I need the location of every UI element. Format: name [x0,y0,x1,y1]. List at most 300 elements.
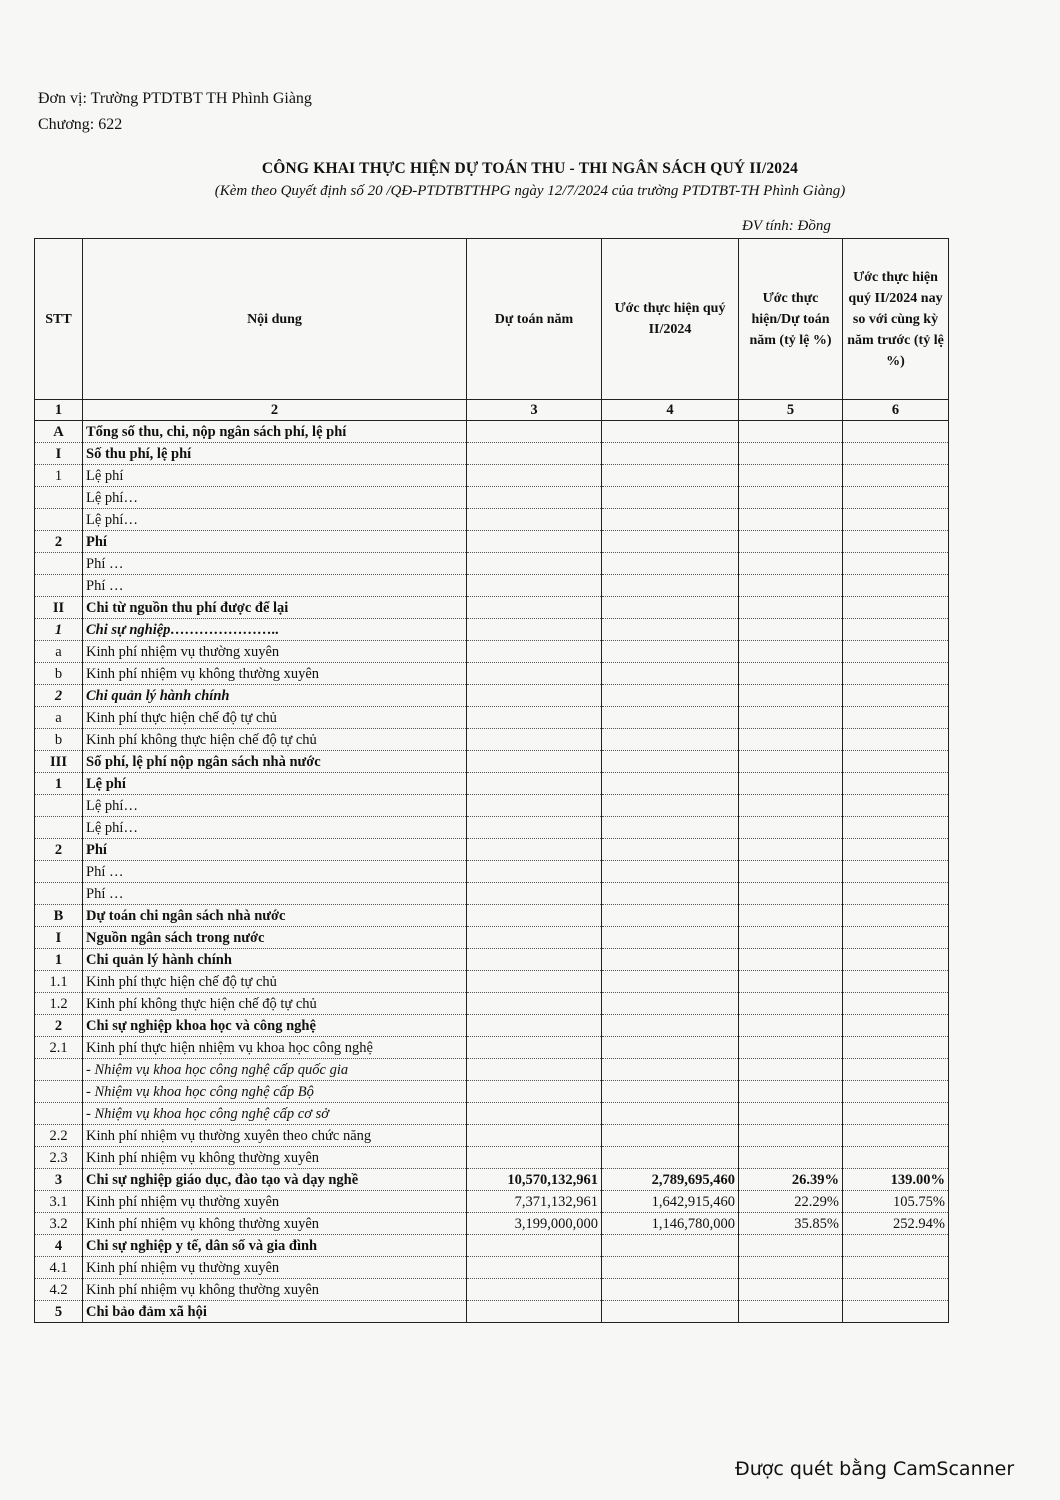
row-pct-annual [739,1147,843,1169]
table-row [35,927,949,949]
table-header-row [35,239,949,400]
row-content: Phí … [83,861,467,883]
row-pct-prev-year [843,971,949,993]
row-annual-estimate [467,1015,602,1037]
row-q2-estimate [602,927,739,949]
row-pct-annual [739,839,843,861]
row-q2-estimate [602,1081,739,1103]
row-pct-prev-year: 252.94% [843,1213,949,1235]
table-row [35,905,949,927]
row-annual-estimate [467,861,602,883]
row-content: Chi bảo đảm xã hội [83,1301,467,1323]
row-content: Dự toán chi ngân sách nhà nước [83,905,467,927]
row-pct-annual [739,685,843,707]
row-stt [35,487,83,509]
table-row [35,531,949,553]
row-pct-prev-year [843,575,949,597]
row-stt: 1 [35,949,83,971]
row-content: Chi sự nghiệp khoa học và công nghệ [83,1015,467,1037]
row-pct-prev-year [843,795,949,817]
row-annual-estimate [467,993,602,1015]
row-q2-estimate: 1,146,780,000 [602,1213,739,1235]
row-pct-prev-year [843,1103,949,1125]
row-content: Chi sự nghiệp giáo dục, đào tạo và dạy nghề [83,1169,467,1191]
row-annual-estimate [467,421,602,443]
row-pct-prev-year: 139.00% [843,1169,949,1191]
row-q2-estimate [602,531,739,553]
row-q2-estimate [602,509,739,531]
row-stt: I [35,443,83,465]
row-stt: 5 [35,1301,83,1323]
table-row [35,861,949,883]
row-annual-estimate [467,1059,602,1081]
row-pct-prev-year [843,905,949,927]
row-q2-estimate [602,619,739,641]
row-annual-estimate [467,1257,602,1279]
row-annual-estimate [467,949,602,971]
row-q2-estimate [602,861,739,883]
row-pct-prev-year [843,883,949,905]
row-q2-estimate [602,575,739,597]
row-content: - Nhiệm vụ khoa học công nghệ cấp quốc gia [83,1059,467,1081]
row-content: Lệ phí… [83,487,467,509]
row-pct-annual [739,509,843,531]
row-stt [35,553,83,575]
row-stt: 1 [35,619,83,641]
row-pct-prev-year [843,1257,949,1279]
table-row [35,1213,949,1235]
row-q2-estimate [602,421,739,443]
table-row [35,1147,949,1169]
row-content: Kinh phí nhiệm vụ không thường xuyên [83,663,467,685]
table-row [35,1235,949,1257]
row-annual-estimate [467,1147,602,1169]
table-row [35,729,949,751]
table-row [35,465,949,487]
row-stt [35,795,83,817]
row-content: Phí … [83,883,467,905]
row-pct-annual [739,1015,843,1037]
row-q2-estimate [602,905,739,927]
table-row [35,817,949,839]
row-pct-prev-year [843,1015,949,1037]
table-row [35,553,949,575]
row-annual-estimate [467,1037,602,1059]
row-content: Nguồn ngân sách trong nước [83,927,467,949]
row-annual-estimate [467,531,602,553]
row-pct-prev-year [843,1235,949,1257]
row-q2-estimate [602,663,739,685]
row-pct-annual [739,949,843,971]
row-q2-estimate [602,1235,739,1257]
row-pct-annual [739,1103,843,1125]
table-row [35,993,949,1015]
row-stt: 2.2 [35,1125,83,1147]
table-row [35,1279,949,1301]
row-stt: 2.3 [35,1147,83,1169]
row-stt [35,883,83,905]
row-annual-estimate: 7,371,132,961 [467,1191,602,1213]
row-content: Lệ phí… [83,795,467,817]
row-annual-estimate [467,465,602,487]
table-row [35,883,949,905]
row-stt: a [35,707,83,729]
row-q2-estimate [602,685,739,707]
row-stt: b [35,663,83,685]
row-pct-prev-year [843,817,949,839]
row-stt [35,1081,83,1103]
row-pct-annual [739,531,843,553]
row-pct-prev-year [843,729,949,751]
row-content: - Nhiệm vụ khoa học công nghệ cấp Bộ [83,1081,467,1103]
table-row [35,509,949,531]
row-content: Kinh phí nhiệm vụ không thường xuyên [83,1213,467,1235]
table-row [35,619,949,641]
row-pct-prev-year [843,421,949,443]
row-pct-prev-year [843,663,949,685]
row-q2-estimate [602,1103,739,1125]
row-annual-estimate [467,1301,602,1323]
row-stt: 2 [35,531,83,553]
column-number: 3 [467,400,602,421]
unit-name: Đơn vị: Trường PTDTBT TH Phình Giàng [38,90,312,107]
row-pct-annual [739,663,843,685]
table-row [35,1103,949,1125]
row-q2-estimate [602,1059,739,1081]
column-number: 1 [35,400,83,421]
row-pct-annual [739,1279,843,1301]
row-pct-prev-year [843,465,949,487]
row-annual-estimate [467,663,602,685]
row-annual-estimate [467,487,602,509]
row-pct-prev-year [843,509,949,531]
row-content: Kinh phí không thực hiện chế độ tự chủ [83,993,467,1015]
row-stt: I [35,927,83,949]
row-pct-annual: 26.39% [739,1169,843,1191]
row-pct-prev-year [843,751,949,773]
row-content: Chi quản lý hành chính [83,685,467,707]
row-stt: 3 [35,1169,83,1191]
document-subtitle: (Kèm theo Quyết định số 20 /QĐ-PTDTBTTHPG ngày 12/7/2024 của trường PTDTBT-TH Phình Giàng) [214,183,846,199]
row-pct-prev-year [843,993,949,1015]
row-stt [35,861,83,883]
row-pct-prev-year: 105.75% [843,1191,949,1213]
row-annual-estimate [467,817,602,839]
row-content: Lệ phí… [83,817,467,839]
row-stt: 1.2 [35,993,83,1015]
row-pct-prev-year [843,619,949,641]
table-row [35,1059,949,1081]
column-number: 2 [83,400,467,421]
scanner-watermark: Được quét bằng CamScanner [735,1458,1015,1480]
row-annual-estimate [467,751,602,773]
row-annual-estimate: 10,570,132,961 [467,1169,602,1191]
row-q2-estimate [602,1125,739,1147]
row-content: Kinh phí nhiệm vụ thường xuyên [83,1191,467,1213]
row-pct-annual [739,619,843,641]
row-annual-estimate [467,883,602,905]
row-pct-annual [739,773,843,795]
document-title: CÔNG KHAI THỰC HIỆN DỰ TOÁN THU - THI NGÂN SÁCH QUÝ II/2024 [261,160,799,177]
row-stt [35,509,83,531]
row-pct-annual [739,861,843,883]
row-q2-estimate [602,1015,739,1037]
row-pct-annual [739,1235,843,1257]
row-pct-prev-year [843,707,949,729]
row-pct-annual [739,487,843,509]
row-annual-estimate [467,707,602,729]
row-content: - Nhiệm vụ khoa học công nghệ cấp cơ sở [83,1103,467,1125]
table-row [35,641,949,663]
table-row [35,949,949,971]
table-row [35,839,949,861]
row-pct-annual [739,641,843,663]
row-annual-estimate [467,575,602,597]
column-header-pct-annual: Ước thực hiện/Dự toán năm (tỷ lệ %) [739,239,843,400]
row-stt: 4.1 [35,1257,83,1279]
row-pct-prev-year [843,1037,949,1059]
row-annual-estimate [467,1081,602,1103]
row-content: Lệ phí [83,773,467,795]
row-stt: b [35,729,83,751]
column-number-row [35,400,949,421]
row-pct-annual [739,1125,843,1147]
row-q2-estimate [602,465,739,487]
row-q2-estimate [602,949,739,971]
row-annual-estimate [467,1279,602,1301]
row-pct-prev-year [843,685,949,707]
row-stt: 1 [35,465,83,487]
row-q2-estimate [602,729,739,751]
row-pct-prev-year [843,927,949,949]
row-pct-prev-year [843,641,949,663]
column-header-content: Nội dung [83,239,467,400]
column-number: 5 [739,400,843,421]
row-pct-annual [739,1257,843,1279]
row-annual-estimate [467,1235,602,1257]
row-pct-annual [739,465,843,487]
row-content: Chi sự nghiệp………………….. [83,619,467,641]
row-pct-annual [739,795,843,817]
row-q2-estimate [602,839,739,861]
row-q2-estimate [602,817,739,839]
row-content: Phí … [83,575,467,597]
row-annual-estimate [467,729,602,751]
row-annual-estimate [467,971,602,993]
row-pct-annual [739,993,843,1015]
row-content: Kinh phí thực hiện chế độ tự chủ [83,707,467,729]
row-content: Kinh phí nhiệm vụ thường xuyên [83,641,467,663]
row-stt [35,575,83,597]
row-stt: 2 [35,685,83,707]
row-pct-annual: 35.85% [739,1213,843,1235]
row-content: Chi sự nghiệp y tế, dân số và gia đình [83,1235,467,1257]
row-content: Phí [83,531,467,553]
table-row [35,1169,949,1191]
row-stt: 3.2 [35,1213,83,1235]
row-pct-prev-year [843,487,949,509]
table-row [35,443,949,465]
row-q2-estimate [602,707,739,729]
column-header-pct-prev-year: Ước thực hiện quý II/2024 nay so với cùng kỳ năm trước (tỷ lệ %) [843,239,949,400]
row-annual-estimate [467,773,602,795]
table-row [35,971,949,993]
column-header-annual-estimate: Dự toán năm [467,239,602,400]
row-pct-annual [739,443,843,465]
table-row [35,751,949,773]
column-header-stt: STT [35,239,83,400]
row-pct-annual [739,575,843,597]
column-number: 4 [602,400,739,421]
row-q2-estimate [602,883,739,905]
row-pct-annual [739,817,843,839]
row-content: Số thu phí, lệ phí [83,443,467,465]
row-pct-prev-year [843,949,949,971]
row-stt: 4 [35,1235,83,1257]
row-pct-prev-year [843,1125,949,1147]
row-annual-estimate [467,641,602,663]
row-content: Kinh phí thực hiện chế độ tự chủ [83,971,467,993]
row-stt [35,1059,83,1081]
row-pct-annual [739,553,843,575]
row-pct-prev-year [843,531,949,553]
row-pct-prev-year [843,1279,949,1301]
table-row [35,1081,949,1103]
row-content: Lệ phí… [83,509,467,531]
row-pct-annual [739,707,843,729]
currency-note: ĐV tính: Đồng [742,218,831,234]
row-content: Kinh phí thực hiện nhiệm vụ khoa học công nghệ [83,1037,467,1059]
row-pct-annual [739,1037,843,1059]
table-row [35,487,949,509]
row-q2-estimate [602,971,739,993]
row-stt: 1.1 [35,971,83,993]
row-stt: 2 [35,1015,83,1037]
row-pct-prev-year [843,1301,949,1323]
table-row [35,1257,949,1279]
row-stt: A [35,421,83,443]
row-q2-estimate [602,1257,739,1279]
table-row [35,1191,949,1213]
row-pct-prev-year [843,861,949,883]
row-pct-prev-year [843,839,949,861]
row-stt: III [35,751,83,773]
table-row [35,1125,949,1147]
row-pct-prev-year [843,1081,949,1103]
row-stt: B [35,905,83,927]
row-q2-estimate [602,795,739,817]
row-q2-estimate [602,553,739,575]
row-annual-estimate [467,839,602,861]
row-q2-estimate [602,1037,739,1059]
row-annual-estimate [467,443,602,465]
row-pct-prev-year [843,443,949,465]
row-pct-annual [739,751,843,773]
row-annual-estimate [467,619,602,641]
column-number: 6 [843,400,949,421]
row-q2-estimate [602,487,739,509]
row-annual-estimate [467,1125,602,1147]
row-annual-estimate [467,509,602,531]
row-content: Chi từ nguồn thu phí được để lại [83,597,467,619]
row-q2-estimate [602,1301,739,1323]
row-stt: 2 [35,839,83,861]
row-q2-estimate [602,1147,739,1169]
row-pct-prev-year [843,1147,949,1169]
row-annual-estimate [467,685,602,707]
row-annual-estimate [467,553,602,575]
row-content: Tổng số thu, chi, nộp ngân sách phí, lệ phí [83,421,467,443]
table-row [35,685,949,707]
row-pct-prev-year [843,597,949,619]
row-q2-estimate: 2,789,695,460 [602,1169,739,1191]
row-annual-estimate [467,1103,602,1125]
table-row [35,575,949,597]
row-q2-estimate [602,641,739,663]
row-pct-annual [739,1081,843,1103]
table-row [35,1301,949,1323]
row-pct-annual: 22.29% [739,1191,843,1213]
table-row [35,1037,949,1059]
row-pct-annual [739,905,843,927]
row-annual-estimate [467,905,602,927]
row-q2-estimate [602,773,739,795]
row-stt: II [35,597,83,619]
column-header-q2-estimate: Ước thực hiện quý II/2024 [602,239,739,400]
row-q2-estimate [602,443,739,465]
row-pct-annual [739,1301,843,1323]
row-stt [35,1103,83,1125]
row-pct-annual [739,927,843,949]
row-annual-estimate [467,927,602,949]
row-content: Kinh phí nhiệm vụ không thường xuyên [83,1147,467,1169]
row-pct-prev-year [843,773,949,795]
table-row [35,421,949,443]
row-content: Chi quản lý hành chính [83,949,467,971]
row-stt: 3.1 [35,1191,83,1213]
row-content: Phí [83,839,467,861]
row-content: Kinh phí nhiệm vụ thường xuyên theo chức năng [83,1125,467,1147]
chapter-code: Chương: 622 [38,116,123,133]
row-q2-estimate [602,751,739,773]
row-annual-estimate [467,597,602,619]
row-pct-annual [739,421,843,443]
table-row [35,795,949,817]
row-pct-annual [739,729,843,751]
row-content: Lệ phí [83,465,467,487]
row-pct-annual [739,1059,843,1081]
row-content: Phí … [83,553,467,575]
row-pct-annual [739,971,843,993]
row-content: Kinh phí không thực hiện chế độ tự chủ [83,729,467,751]
row-q2-estimate [602,1279,739,1301]
row-stt: a [35,641,83,663]
row-q2-estimate [602,597,739,619]
row-stt: 4.2 [35,1279,83,1301]
row-q2-estimate [602,993,739,1015]
row-content: Kinh phí nhiệm vụ thường xuyên [83,1257,467,1279]
row-annual-estimate [467,795,602,817]
row-content: Kinh phí nhiệm vụ không thường xuyên [83,1279,467,1301]
table-row [35,773,949,795]
table-row [35,663,949,685]
row-pct-annual [739,883,843,905]
budget-table [34,238,949,1323]
table-row [35,707,949,729]
table-row [35,597,949,619]
row-pct-prev-year [843,553,949,575]
row-annual-estimate: 3,199,000,000 [467,1213,602,1235]
